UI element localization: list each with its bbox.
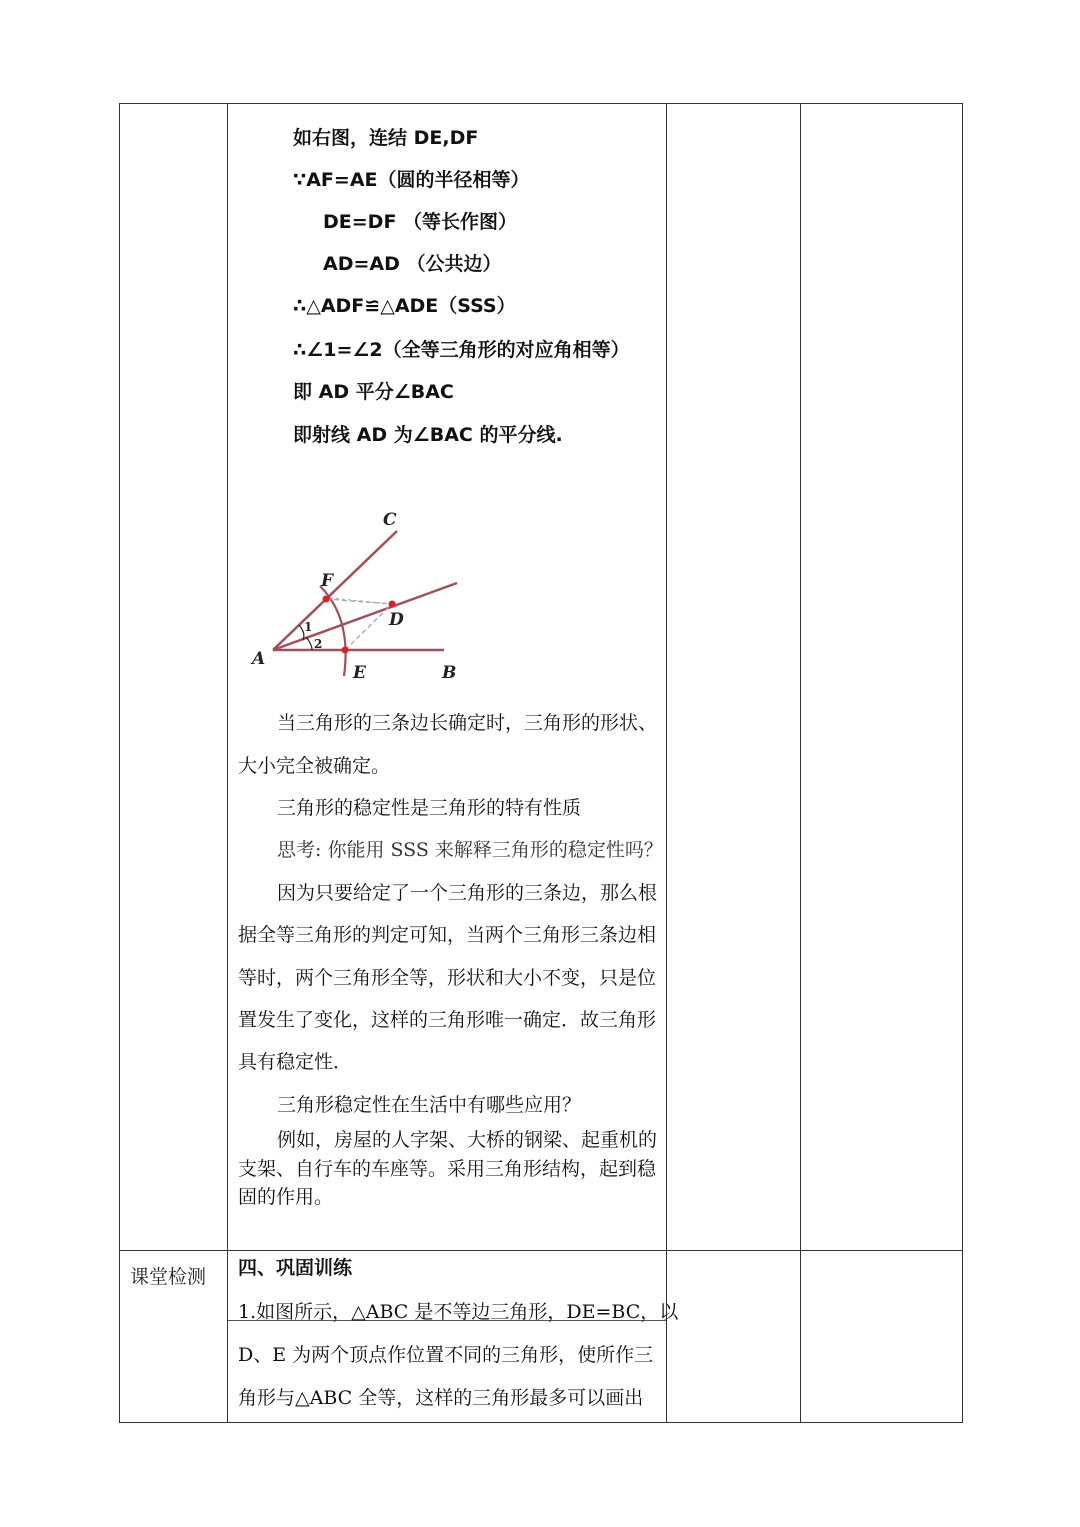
- column-divider: [800, 104, 801, 1422]
- proof-line: ∴∠1=∠2（全等三角形的对应角相等）: [293, 339, 630, 361]
- angle-2-arc: [306, 637, 312, 650]
- point-d-dot: [389, 601, 396, 608]
- exercise-line: 角形与△ABC 全等，这样的三角形最多可以画出: [238, 1387, 644, 1409]
- section-label: 课堂检测: [130, 1266, 207, 1288]
- body-line: 例如，房屋的人字架、大桥的钢梁、起重机的: [277, 1129, 658, 1151]
- label-d: D: [389, 610, 404, 630]
- point-f-dot: [323, 596, 330, 603]
- proof-line: ∴△ADF≌△ADE（SSS）: [293, 295, 516, 317]
- label-c: C: [383, 510, 397, 530]
- body-line: 支架、自行车的车座等。采用三角形结构，起到稳: [238, 1158, 657, 1180]
- body-line: 据全等三角形的判定可知，当两个三角形三条边相: [238, 924, 657, 946]
- column-divider: [666, 104, 667, 1422]
- proof-line: 如右图，连结 DE,DF: [293, 127, 479, 149]
- exercise-line: D、E 为两个顶点作位置不同的三角形，使所作三: [238, 1344, 654, 1366]
- body-line: 大小完全被确定。: [238, 755, 391, 777]
- proof-line: ∵AF=AE（圆的半径相等）: [293, 169, 530, 191]
- label-angle-1: 1: [304, 620, 313, 634]
- label-angle-2: 2: [314, 637, 323, 651]
- column-divider: [227, 104, 228, 1422]
- segment-df: [326, 599, 392, 604]
- ray-ad: [273, 583, 457, 650]
- body-line: 固的作用。: [238, 1186, 334, 1208]
- label-e: E: [353, 663, 366, 683]
- proof-line: AD=AD （公共边）: [323, 253, 502, 275]
- body-line: 思考: 你能用 SSS 来解释三角形的稳定性吗？: [277, 839, 663, 861]
- point-e-dot: [342, 647, 349, 654]
- angle-bisector-diagram: [240, 500, 480, 690]
- ray-ac: [273, 531, 397, 650]
- body-line: 具有稳定性．: [238, 1051, 353, 1073]
- body-line: 三角形的稳定性是三角形的特有性质: [277, 797, 582, 819]
- exercise-heading: 四、巩固训练: [238, 1257, 353, 1279]
- diagram-lines: [273, 531, 457, 676]
- label-b: B: [442, 663, 457, 683]
- label-f: F: [321, 571, 334, 591]
- proof-line: DE=DF （等长作图）: [323, 211, 518, 233]
- exercise-line: 1.如图所示，△ABC 是不等边三角形，DE=BC，以: [238, 1301, 679, 1323]
- proof-line: 即 AD 平分∠BAC: [293, 381, 454, 403]
- proof-line: 即射线 AD 为∠BAC 的平分线.: [293, 424, 563, 446]
- body-line: 三角形稳定性在生活中有哪些应用？: [277, 1094, 582, 1116]
- body-line: 当三角形的三条边长确定时，三角形的形状、: [277, 712, 658, 734]
- segment-de: [345, 604, 392, 650]
- body-line: 因为只要给定了一个三角形的三条边，那么根: [277, 882, 658, 904]
- body-line: 置发生了变化，这样的三角形唯一确定．故三角形: [238, 1009, 657, 1031]
- body-line: 等时，两个三角形全等，形状和大小不变，只是位: [238, 967, 657, 989]
- row-divider: [120, 1250, 962, 1251]
- label-a: A: [252, 649, 266, 669]
